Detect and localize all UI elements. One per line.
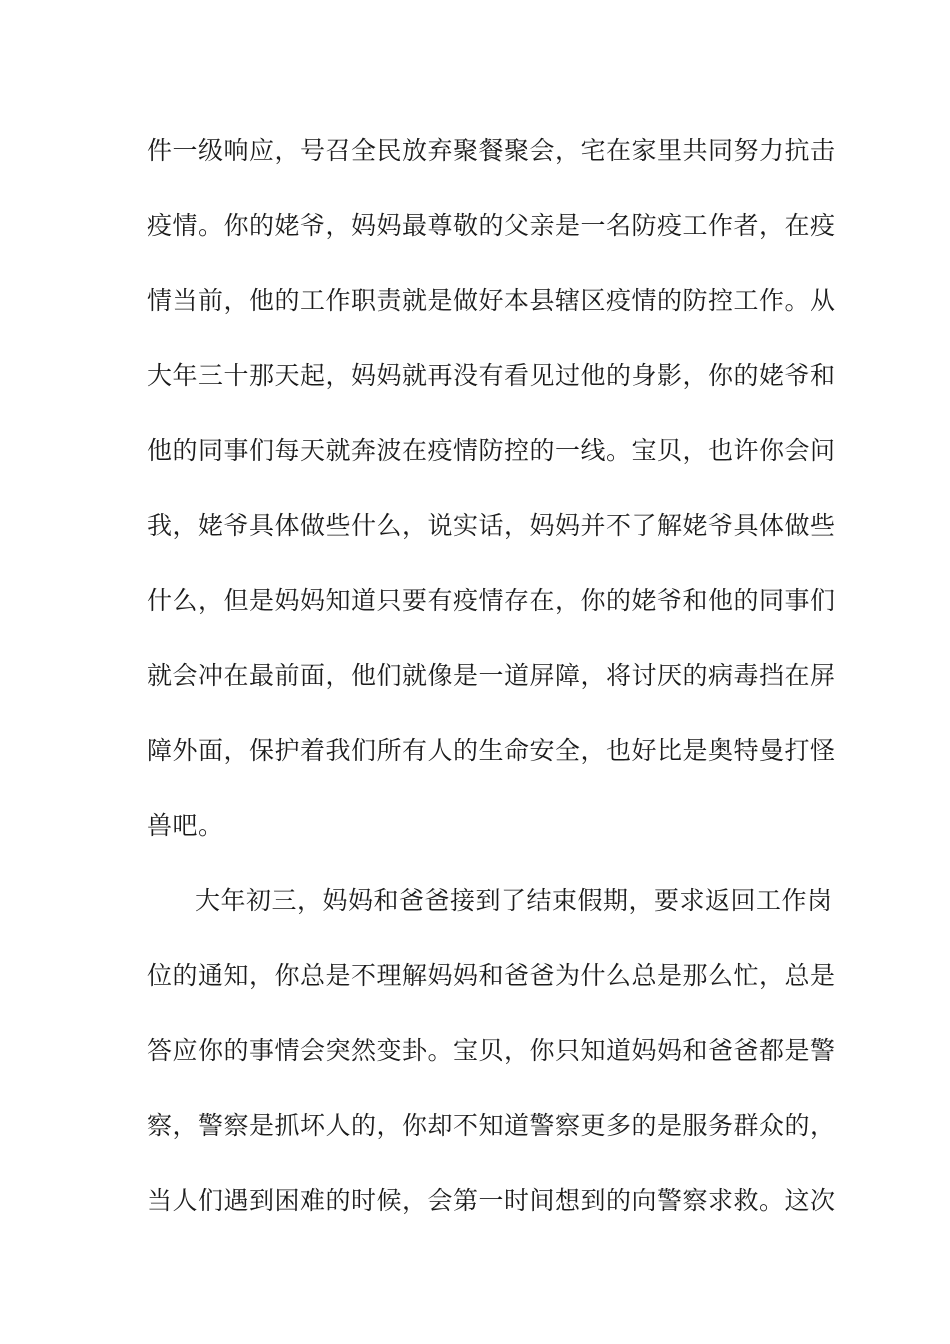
text-line: 位的通知，你总是不理解妈妈和爸爸为什么总是那么忙，总是 bbox=[147, 961, 836, 990]
text-line: 兽吧。 bbox=[147, 811, 224, 840]
text-line: 察，警察是抓坏人的，你却不知道警察更多的是服务群众的， bbox=[147, 1111, 836, 1140]
text-line: 我，姥爷具体做些什么，说实话，妈妈并不了解姥爷具体做些 bbox=[147, 511, 836, 540]
body-text bbox=[147, 131, 836, 1256]
text-line: 疫情。你的姥爷，妈妈最尊敬的父亲是一名防疫工作者，在疫 bbox=[147, 211, 836, 240]
text-line: 什么，但是妈妈知道只要有疫情存在，你的姥爷和他的同事们 bbox=[147, 586, 836, 615]
text-line: 答应你的事情会突然变卦。宝贝，你只知道妈妈和爸爸都是警 bbox=[147, 1036, 836, 1065]
text-line: 当人们遇到困难的时候，会第一时间想到的向警察求救。这次 bbox=[147, 1186, 836, 1215]
text-line: 他的同事们每天就奔波在疫情防控的一线。宝贝，也许你会问 bbox=[147, 436, 836, 465]
text-line: 障外面，保护着我们所有人的生命安全，也好比是奥特曼打怪 bbox=[147, 736, 836, 765]
text-line-paragraph-start: 大年初三，妈妈和爸爸接到了结束假期，要求返回工作岗 bbox=[195, 886, 833, 915]
text-line: 就会冲在最前面，他们就像是一道屏障，将讨厌的病毒挡在屏 bbox=[147, 661, 836, 690]
text-line: 情当前，他的工作职责就是做好本县辖区疫情的防控工作。从 bbox=[147, 286, 836, 315]
text-line: 件一级响应，号召全民放弃聚餐聚会，宅在家里共同努力抗击 bbox=[147, 136, 836, 165]
text-line: 大年三十那天起，妈妈就再没有看见过他的身影，你的姥爷和 bbox=[147, 361, 836, 390]
